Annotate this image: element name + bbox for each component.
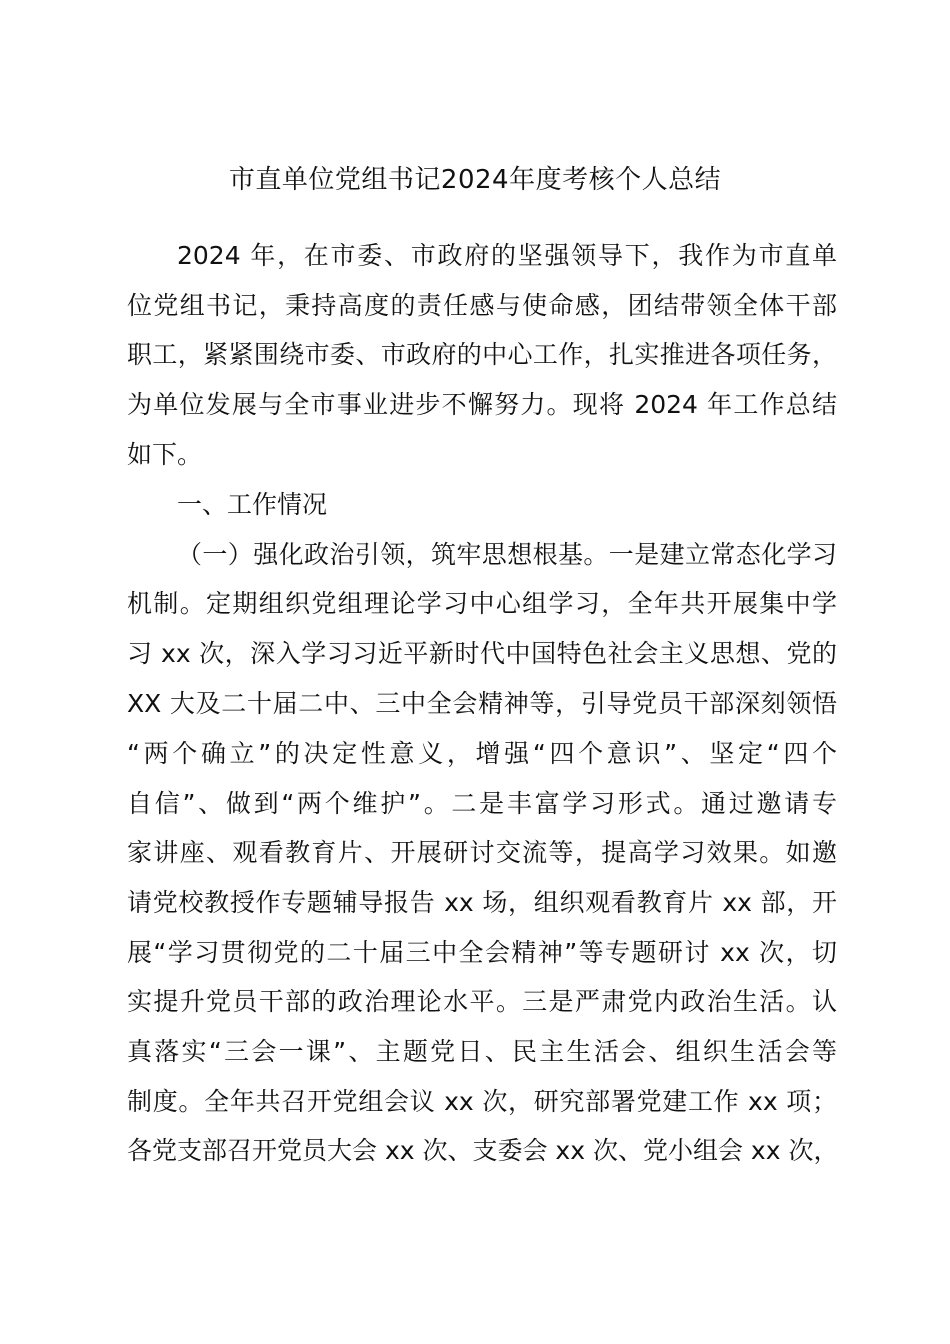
body-line: 自信”、做到“两个维护”。二是丰富学习形式。通过邀请专: [127, 789, 837, 818]
document-title: 市直单位党组书记2024年度考核个人总结: [228, 165, 722, 195]
body-line: 展“学习贯彻党的二十届三中全会精神”等专题研讨 xx 次，切: [127, 938, 837, 967]
intro-line: 职工，紧紧围绕市委、市政府的中心工作，扎实推进各项任务，: [127, 340, 837, 369]
body-line: 请党校教授作专题辅导报告 xx 场，组织观看教育片 xx 部，开: [127, 888, 837, 917]
body-line: 各党支部召开党员大会 xx 次、支委会 xx 次、党小组会 xx 次，: [127, 1136, 839, 1165]
body-line: 习 xx 次，深入学习习近平新时代中国特色社会主义思想、党的: [127, 639, 837, 668]
body-line: “两个确立”的决定性意义，增强“四个意识”、坚定“四个: [127, 739, 837, 768]
section-heading: 一、工作情况: [177, 490, 328, 519]
body-line: 机制。定期组织党组理论学习中心组学习，全年共开展集中学: [127, 589, 837, 618]
body-line: 真落实“三会一课”、主题党日、民主生活会、组织生活会等: [127, 1037, 837, 1066]
intro-line: 2024 年，在市委、市政府的坚强领导下，我作为市直单: [177, 241, 837, 270]
intro-line: 为单位发展与全市事业进步不懈努力。现将 2024 年工作总结: [127, 390, 837, 419]
body-line: 制度。全年共召开党组会议 xx 次，研究部署党建工作 xx 项；: [127, 1087, 837, 1116]
intro-line: 位党组书记，秉持高度的责任感与使命感，团结带领全体干部: [127, 291, 837, 320]
body-line: 实提升党员干部的政治理论水平。三是严肃党内政治生活。认: [127, 987, 837, 1016]
body-line: XX 大及二十届二中、三中全会精神等，引导党员干部深刻领悟: [127, 689, 837, 718]
body-line: （一）强化政治引领，筑牢思想根基。一是建立常态化学习: [177, 540, 837, 569]
intro-line: 如下。: [127, 440, 203, 469]
body-line: 家讲座、观看教育片、开展研讨交流等，提高学习效果。如邀: [127, 838, 837, 867]
